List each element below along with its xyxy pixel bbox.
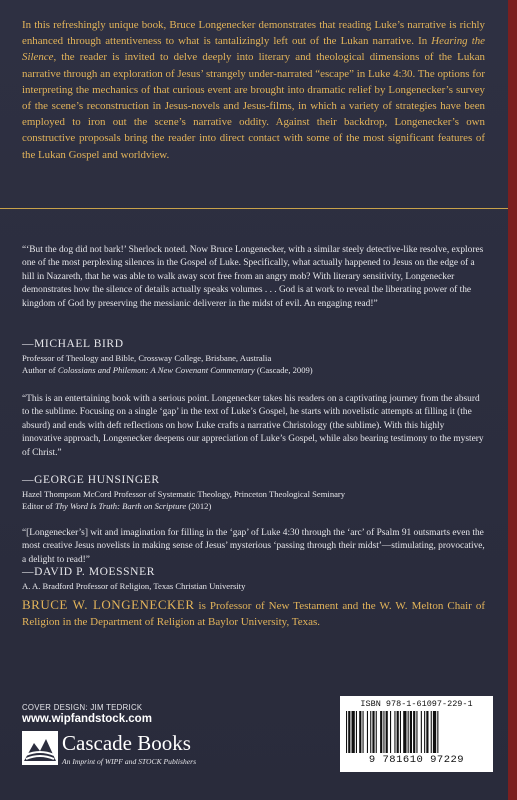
endorsement-quote-3: “[Longenecker’s] wit and imagination for filling in the ‘gap’ of Luke 4:30 through the ‘arc’ of Psalm 91 outsmarts even the most creative Jesus novelists in making sense of Jesus’ mysterious ‘passing through their midst’—stimulating, provocative, a delight to read!” bbox=[22, 528, 485, 565]
endorser-name-3: —DAVID P. MOESSNER bbox=[22, 566, 155, 578]
endorsement-quote-1: “‘But the dog did not bark!’ Sherlock noted. Now Bruce Longenecker, with a similar steely detective-like resolve, explores one of the most perplexing silences in the Gospel of Luke. Specifically, what actually happened to Jesus on the edge of a hill in Nazareth, that he was able to walk away scot free from an angry mob? With literary sensitivity, Longenecker demonstrates how the silence of details actually speaks volumes . . . God is at work to reveal the liberating power of the kingdom of God by preserving the messianic deliverer in the midst of evil. An engaging read!” bbox=[22, 245, 484, 309]
book-description bbox=[22, 17, 485, 163]
endorser-name-1: —MICHAEL BIRD bbox=[22, 338, 124, 350]
publisher-url: www.wipfandstock.com bbox=[22, 713, 152, 725]
author-name: BRUCE W. LONGENECKER bbox=[22, 597, 195, 612]
cover-design-credit: COVER DESIGN: JIM TEDRICK bbox=[22, 703, 143, 712]
cascade-logo-icon bbox=[22, 731, 58, 765]
description-text-2: , the reader is invited to delve deeply into literary and theological dimensions of the Lukan narrative through an exploration of Jesus’ strangely under-narrated “escape” in Luke 4:30. The options for interpreting the mechanics of that curious event are brought into dramatic relief by Longenecker’s survey of the scene’s reconstruction in Jesus-novels and Jesus-films, in which a variety of strategies have been employed to iron out the scene’s narrative oddity. Against their backdrop, Longenecker’s own constructive proposals bring the reader into direct contact with some of the most significant features of the Lukan Gospel and worldview. bbox=[22, 51, 485, 161]
author-bio-text: is Professor of New Testament and the W. W. Melton Chair of Religion in the Department of Religion at Baylor University, Texas. bbox=[22, 600, 486, 628]
endorser-credential-2: Hazel Thompson McCord Professor of Systematic Theology, Princeton Theological Seminary bbox=[22, 489, 346, 499]
isbn-text: ISBN 978-1-61097-229-1 bbox=[360, 699, 473, 709]
endorser-credential-2b: Editor of Thy Word Is Truth: Barth on Scripture (2012) bbox=[22, 501, 212, 511]
publisher-imprint: An Imprint of WIPF and STOCK Publishers bbox=[62, 757, 197, 766]
endorser-credential-1b: Author of Colossians and Philemon: A New Covenant Commentary (Cascade, 2009) bbox=[22, 365, 313, 375]
barcode-digits: 9 781610 97229 bbox=[368, 754, 465, 766]
endorsement-quote-2: “This is an entertaining book with a serious point. Longenecker takes his readers on a captivating journey from the absurd to the sublime. Focusing on a single ‘gap’ in the text of Luke’s Gospel, he starts with novelistic attempts at filling it (the absurd) and ends with deft reflections on how Luke crafts a narrative Christology (the sublime). With this highly innovative approach, Longenecker deepens our appreciation of Luke’s Gospel, while also bearing testimony to the mystery of Christ.” bbox=[22, 394, 484, 458]
divider bbox=[0, 208, 508, 209]
endorser-credential-3: A. A. Bradford Professor of Religion, Texas Christian University bbox=[22, 581, 246, 591]
description-text-1: In this refreshingly unique book, Bruce Longenecker demonstrates that reading Luke’s narrative is richly enhanced through attentiveness to what is tantalizingly left out of the Lukan narrative. In bbox=[22, 19, 485, 48]
endorser-name-2: —GEORGE HUNSINGER bbox=[22, 474, 160, 486]
publisher-name: Cascade Books bbox=[62, 731, 191, 755]
barcode bbox=[340, 696, 493, 772]
description-book-title: Hearing the Silence bbox=[22, 35, 485, 64]
endorser-credential-1: Professor of Theology and Bible, Crossway College, Brisbane, Australia bbox=[22, 353, 272, 363]
spine-edge bbox=[508, 0, 517, 800]
barcode-bars bbox=[346, 711, 487, 753]
author-bio bbox=[22, 597, 485, 630]
